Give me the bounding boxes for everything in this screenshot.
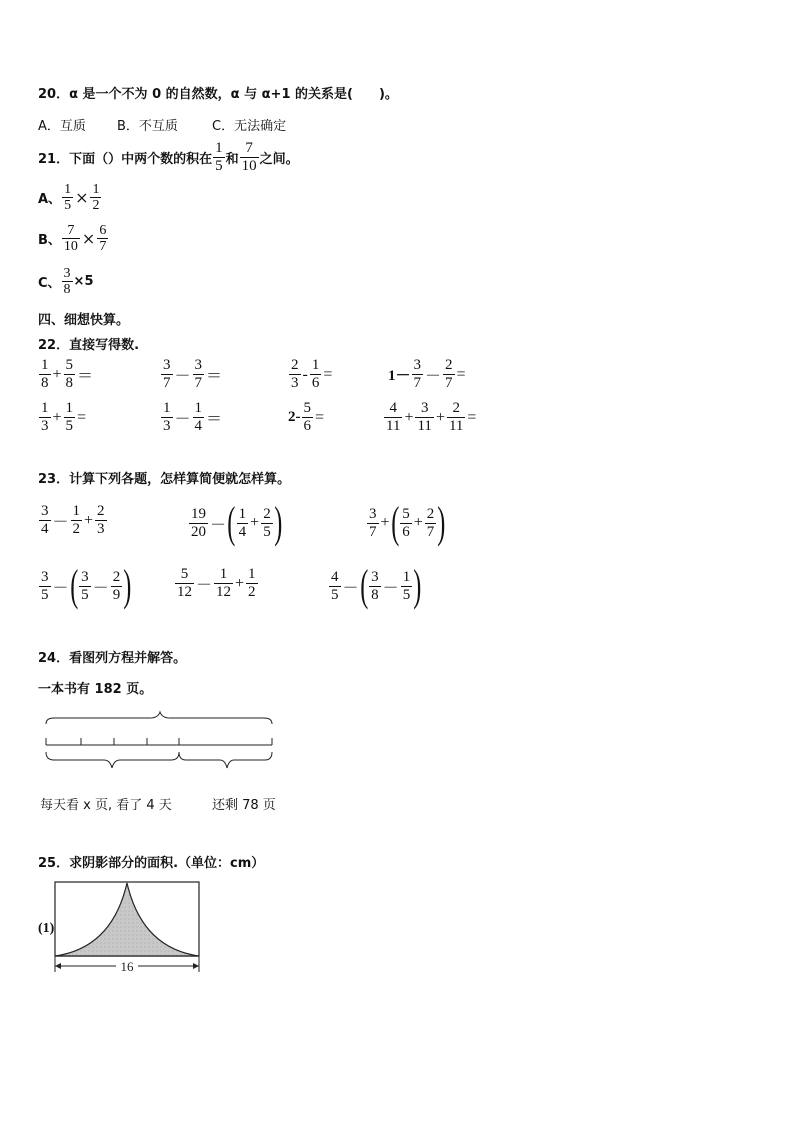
denominator: 8 [41, 375, 49, 391]
q20-option-a: A．互质 [38, 119, 86, 134]
numerator: 2 [291, 357, 299, 373]
q21-suffix: 之间。 [259, 152, 299, 167]
operator: + [380, 514, 390, 531]
arrow-left-icon [55, 963, 61, 969]
fraction [214, 566, 233, 601]
numerator: 1 [248, 566, 256, 582]
denominator: 7 [163, 375, 171, 391]
denominator: 5 [215, 158, 223, 174]
denominator: 5 [65, 418, 74, 434]
diagram-caption-left: 每天看 x 页, 看了 4 天 [40, 798, 172, 813]
segment-diagram [40, 710, 280, 774]
fraction [64, 400, 76, 435]
numerator: 5 [65, 357, 74, 373]
parenthesis: ) [413, 561, 422, 610]
denominator: 5 [64, 198, 72, 213]
parenthesis: ( [359, 561, 368, 610]
fraction [193, 357, 205, 392]
numerator: 3 [369, 505, 377, 522]
parenthesis: ( [390, 498, 399, 547]
numerator: 1 [65, 400, 74, 416]
denominator: 12 [216, 584, 232, 600]
q23-expr-2 [188, 498, 283, 547]
q21-option-a [38, 182, 102, 213]
q22-item-1 [38, 357, 94, 392]
denominator: 10 [241, 158, 257, 174]
numerator: 3 [41, 503, 49, 519]
denominator: 3 [97, 521, 105, 537]
option-label: B、 [38, 233, 61, 248]
q21-fraction-2 [240, 140, 259, 175]
operator: － [174, 411, 191, 428]
q24-subtitle: 一本书有 182 页。 [38, 682, 153, 697]
numerator: 3 [81, 568, 89, 585]
fraction [425, 506, 437, 541]
denominator: 7 [426, 523, 435, 540]
operator: ＝ [77, 368, 94, 385]
denominator: 7 [99, 239, 107, 254]
q20-option-b: B．不互质 [117, 119, 178, 134]
q22-item-5 [38, 400, 87, 435]
operator: = [323, 365, 333, 383]
fraction [302, 400, 314, 435]
denominator: 11 [386, 418, 401, 434]
denominator: 5 [263, 523, 271, 540]
question-22: 22．直接写得数. [38, 338, 140, 353]
operator: － [52, 579, 69, 597]
fraction [97, 223, 108, 254]
section-heading: 四、细想快算。 [38, 313, 130, 328]
denominator: 3 [41, 418, 49, 434]
denominator: 5 [81, 586, 89, 603]
numerator: 19 [191, 505, 206, 522]
denominator: 7 [413, 375, 422, 391]
parenthesis: ) [123, 561, 132, 610]
operator: － [342, 579, 359, 597]
option-label: C、 [38, 276, 61, 291]
bottom-brace-left [46, 752, 179, 768]
operator: － [382, 579, 399, 597]
q22-item-8 [383, 400, 477, 435]
fraction [310, 357, 322, 392]
q21-option-c [38, 266, 94, 297]
numerator: 4 [389, 400, 397, 416]
fraction [71, 503, 83, 538]
numerator: 7 [245, 140, 253, 156]
fraction [62, 266, 73, 297]
operator: × [75, 188, 89, 207]
denominator: 10 [63, 239, 78, 254]
parenthesis: ( [227, 498, 236, 547]
fraction [367, 506, 379, 541]
denominator: 4 [194, 418, 203, 434]
numerator: 3 [41, 568, 49, 585]
diagram-caption-right: 还剩 78 页 [212, 798, 276, 813]
operator: － [52, 514, 69, 531]
fraction [447, 400, 465, 435]
fraction [175, 566, 194, 601]
numerator: 3 [163, 357, 171, 373]
numerator: 2 [426, 505, 435, 522]
q22-item-3 [288, 357, 333, 392]
denominator: 9 [112, 586, 121, 603]
q23-expr-1 [38, 503, 108, 538]
fraction [400, 506, 412, 541]
figure-label: (1) [38, 921, 55, 936]
operator: － [210, 516, 227, 534]
numerator: 2 [445, 357, 453, 373]
fraction [329, 569, 341, 604]
numerator: 2 [97, 503, 105, 519]
numerator: 2 [263, 505, 271, 522]
numerator: 1 [219, 566, 228, 582]
numerator: 1 [92, 182, 100, 197]
numerator: 1 [238, 505, 247, 522]
fraction [261, 506, 273, 541]
fraction [79, 569, 91, 604]
numerator: 1 [215, 140, 223, 156]
fraction [161, 357, 173, 392]
fraction [289, 357, 301, 392]
q22-item-6 [160, 400, 223, 435]
denominator: 8 [65, 375, 74, 391]
denominator: 7 [445, 375, 453, 391]
operator: = [315, 408, 325, 426]
operator: + [413, 514, 423, 531]
denominator: 3 [163, 418, 171, 434]
operator: ＝ [206, 411, 223, 428]
arrow-right-icon [193, 963, 199, 969]
fraction [401, 569, 413, 604]
q23-expr-5 [174, 566, 259, 601]
numerator: 1 [41, 357, 49, 373]
q21-fraction-1 [213, 140, 225, 175]
fraction [39, 400, 51, 435]
operator: × [81, 229, 96, 248]
q23-expr-6 [328, 561, 422, 610]
numerator: 3 [413, 357, 422, 373]
denominator: 4 [41, 521, 49, 537]
fraction [39, 503, 51, 538]
operator: + [84, 511, 94, 529]
denominator: 6 [303, 418, 311, 434]
bottom-brace-right [179, 752, 272, 768]
denominator: 4 [238, 523, 247, 540]
denominator: 8 [63, 282, 71, 297]
numerator: 3 [194, 357, 203, 373]
operator: + [235, 574, 245, 592]
question-21 [38, 140, 299, 175]
operator: － [174, 368, 191, 385]
numerator: 7 [67, 223, 75, 238]
operator: + [52, 365, 62, 383]
question-20: 20．α 是一个不为 0 的自然数，α 与 α+1 的关系是( )。 [38, 87, 398, 102]
q23-expr-3 [366, 498, 446, 547]
denominator: 6 [402, 523, 410, 540]
operator: = [77, 408, 87, 426]
fraction [62, 223, 80, 254]
denominator: 6 [311, 375, 320, 391]
denominator: 5 [331, 586, 339, 603]
q22-item-2 [160, 357, 223, 392]
denominator: 3 [291, 375, 299, 391]
numerator: 6 [99, 223, 107, 238]
q20-option-c: C．无法确定 [212, 119, 287, 134]
numerator: 1 [402, 568, 411, 585]
denominator: 2 [72, 521, 81, 537]
fraction [237, 506, 249, 541]
fraction [161, 400, 173, 435]
operator: － [196, 577, 213, 594]
q21-and: 和 [225, 152, 239, 167]
fraction [111, 569, 123, 604]
fraction [39, 357, 51, 392]
numerator: 5 [180, 566, 189, 582]
question-24: 24．看图列方程并解答。 [38, 651, 187, 666]
parenthesis: ( [69, 561, 78, 610]
numerator: 2 [112, 568, 121, 585]
fraction [443, 357, 455, 392]
denominator: 7 [194, 375, 203, 391]
fraction [246, 566, 258, 601]
operator: - [302, 365, 308, 383]
fraction [39, 569, 51, 604]
numerator: 1 [311, 357, 320, 373]
denominator: 11 [417, 418, 432, 434]
operator: － [92, 579, 109, 597]
operator: = [456, 365, 466, 383]
numerator: 1 [163, 400, 171, 416]
q22-item-4: 1－ $\frac{3}{7}$ － $\frac{2}{7}$ = [388, 357, 466, 391]
fraction [412, 357, 424, 392]
operator: ＝ [206, 368, 223, 385]
operator: + [250, 514, 260, 531]
shaded-area-figure [52, 878, 202, 978]
shaded-region [55, 883, 199, 956]
q23-expr-4 [38, 561, 132, 610]
q22-item-7: 2- $\frac{5}{6}$ = [288, 400, 325, 434]
parenthesis: ) [437, 498, 446, 547]
numerator: 5 [303, 400, 311, 416]
numerator: 5 [402, 505, 410, 522]
fraction [369, 569, 381, 604]
fraction [90, 182, 101, 213]
numerator: 3 [420, 400, 429, 416]
denominator: 5 [41, 586, 49, 603]
fraction [384, 400, 402, 435]
operator: － [425, 368, 442, 385]
question-23: 23．计算下列各题，怎样算简便就怎样算。 [38, 472, 291, 487]
parenthesis: ) [274, 498, 283, 547]
denominator: 2 [92, 198, 100, 213]
denominator: 12 [177, 584, 192, 600]
operator: = [467, 408, 477, 426]
operator: ×5 [73, 274, 94, 289]
numerator: 1 [72, 503, 81, 519]
numerator: 4 [331, 568, 339, 585]
denominator: 5 [402, 586, 411, 603]
q21-option-b [38, 223, 109, 254]
denominator: 7 [369, 523, 377, 540]
numerator: 1 [194, 400, 203, 416]
denominator: 11 [448, 418, 464, 434]
denominator: 8 [371, 586, 379, 603]
dimension-label: 16 [120, 959, 134, 974]
q21-prefix: 21．下面（）中两个数的积在 [38, 152, 213, 167]
denominator: 20 [191, 523, 206, 540]
numerator: 3 [63, 266, 71, 281]
fraction [64, 357, 76, 392]
top-brace [46, 712, 272, 724]
numerator: 1 [64, 182, 72, 197]
fraction [189, 506, 208, 541]
numerator: 3 [371, 568, 379, 585]
operator: + [52, 408, 62, 426]
question-25: 25．求阴影部分的面积.（单位：cm） [38, 856, 265, 871]
option-label: A、 [38, 192, 62, 207]
denominator: 2 [248, 584, 256, 600]
operator: + [435, 408, 445, 426]
numerator: 1 [41, 400, 49, 416]
fraction [415, 400, 433, 435]
fraction [193, 400, 205, 435]
numerator: 2 [452, 400, 460, 416]
operator: + [404, 408, 414, 426]
fraction [62, 182, 73, 213]
fraction [95, 503, 107, 538]
